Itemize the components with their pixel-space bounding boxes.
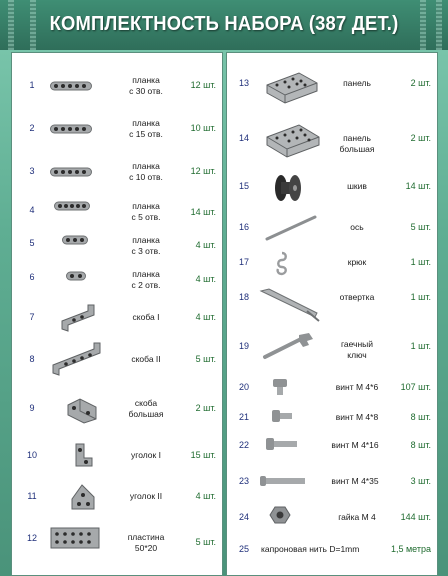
part-quantity: 5 шт. [195,537,216,547]
part-number: 13 [238,78,249,88]
part-name: капроновая нить D=1mm [261,544,360,554]
part-name: планка с 30 отв. [129,75,163,96]
part-number: 11 [27,491,37,501]
part-quantity: 4 шт. [195,312,216,322]
part-row [227,129,437,159]
part-row [227,379,437,409]
part-number: 8 [29,354,35,364]
part-name: планка с 2 отв. [131,269,161,290]
part-quantity: 15 шт. [190,450,216,460]
part-quantity: 4 шт. [195,240,216,250]
screw-m4x35-icon [259,475,307,487]
part-quantity: 12 шт. [190,166,216,176]
part-quantity: 1,5 метра [390,544,431,554]
axle-icon [265,213,317,243]
part-row [12,305,222,335]
part-name: отвертка [339,292,375,302]
page-title: КОМПЛЕКТНОСТЬ НАБОРА (387 ДЕТ.) [49,13,399,35]
part-number: 16 [238,222,249,232]
part-quantity: 4 шт. [195,274,216,284]
part-name: гайка М 4 [338,512,376,522]
part-number: 6 [29,272,35,282]
bracket-1-icon [58,303,98,333]
bracket-large-icon [64,395,100,425]
part-number: 23 [238,476,249,486]
part-row [12,71,222,101]
part-row [227,335,437,365]
part-name: винт М 4*16 [331,440,379,450]
part-name: уголок II [129,491,163,501]
part-number: 24 [238,512,249,522]
pulley-icon [271,173,305,203]
strip-3-holes-icon [62,235,88,245]
part-number: 2 [29,123,35,133]
part-number: 5 [29,238,35,248]
part-name: скоба большая [128,398,164,419]
part-quantity: 8 шт. [410,412,431,422]
part-quantity: 8 шт. [410,440,431,450]
part-name: винт М 4*35 [331,476,379,486]
part-row [12,233,222,263]
part-row [12,485,222,515]
strip-30-holes-icon [50,81,92,91]
part-number: 14 [238,133,249,143]
panel-large-icon [263,121,323,161]
part-row [227,541,437,571]
part-name: планка с 15 отв. [129,118,163,139]
part-number: 3 [29,166,35,176]
screw-m4x6-icon [271,377,289,397]
strip-15-holes-icon [50,124,92,134]
part-row [227,509,437,539]
part-row [12,157,222,187]
part-quantity: 5 шт. [410,222,431,232]
plate-icon [50,527,100,549]
part-row [12,347,222,377]
part-quantity: 1 шт. [410,257,431,267]
part-name: планка с 3 отв. [131,235,161,256]
angle-1-icon [68,442,94,468]
wrench-icon [261,331,317,363]
part-name: панель большая [339,133,375,154]
part-row [227,409,437,439]
panel-icon [263,69,321,107]
part-number: 22 [238,440,249,450]
part-quantity: 107 шт. [400,382,431,392]
part-quantity: 4 шт. [195,491,216,501]
part-name: планка с 5 отв. [131,201,161,222]
part-quantity: 3 шт. [410,476,431,486]
part-row [12,114,222,144]
part-quantity: 2 шт. [410,78,431,88]
part-row [227,473,437,503]
part-quantity: 14 шт. [405,181,431,191]
part-name: винт М 4*8 [335,412,379,422]
part-number: 21 [238,412,249,422]
part-quantity: 1 шт. [410,292,431,302]
part-quantity: 10 шт. [190,123,216,133]
part-quantity: 2 шт. [195,403,216,413]
part-number: 25 [238,544,249,554]
part-row [227,77,437,107]
screw-m4x8-icon [271,409,293,423]
nut-m4-icon [269,505,291,525]
part-row [227,437,437,467]
part-number: 15 [238,181,249,191]
part-name: уголок I [131,450,161,460]
part-row [227,217,437,247]
angle-2-icon [68,483,98,511]
strip-5-holes-icon [54,201,90,211]
bracket-2-icon [50,341,102,377]
part-name: шкив [347,181,367,191]
part-number: 12 [26,533,37,543]
part-quantity: 1 шт. [410,341,431,351]
part-number: 20 [238,382,249,392]
part-row [12,267,222,297]
part-row [227,253,437,283]
title-banner [0,0,448,50]
part-row [12,199,222,229]
part-name: крюк [347,257,367,267]
strip-2-holes-icon [66,271,86,281]
part-name: скоба II [131,354,161,364]
part-name: скоба I [132,312,160,322]
part-name: планка с 10 отв. [129,161,163,182]
screwdriver-icon [259,287,323,323]
part-quantity: 5 шт. [195,354,216,364]
part-row [227,177,437,207]
screw-m4x16-icon [265,437,299,451]
part-row [12,397,222,427]
right-parts-panel [226,52,438,576]
part-name: винт М 4*6 [335,382,379,392]
part-number: 4 [29,205,35,215]
part-quantity: 2 шт. [410,133,431,143]
left-parts-panel [11,52,223,576]
part-number: 10 [26,450,37,460]
part-row [12,444,222,474]
part-row [227,289,437,319]
part-quantity: 12 шт. [190,80,216,90]
part-quantity: 14 шт. [190,207,216,217]
part-name: гаечный ключ [340,339,374,360]
part-number: 1 [29,80,35,90]
part-number: 19 [238,341,249,351]
part-number: 17 [238,257,249,267]
part-quantity: 144 шт. [400,512,431,522]
part-name: ось [350,222,364,232]
part-row [12,529,222,559]
part-number: 18 [238,292,249,302]
hook-icon [273,251,291,277]
part-name: пластина 50*20 [127,532,165,553]
part-name: панель [343,78,371,88]
part-number: 7 [29,312,35,322]
part-number: 9 [29,403,35,413]
strip-10-holes-icon [50,167,92,177]
